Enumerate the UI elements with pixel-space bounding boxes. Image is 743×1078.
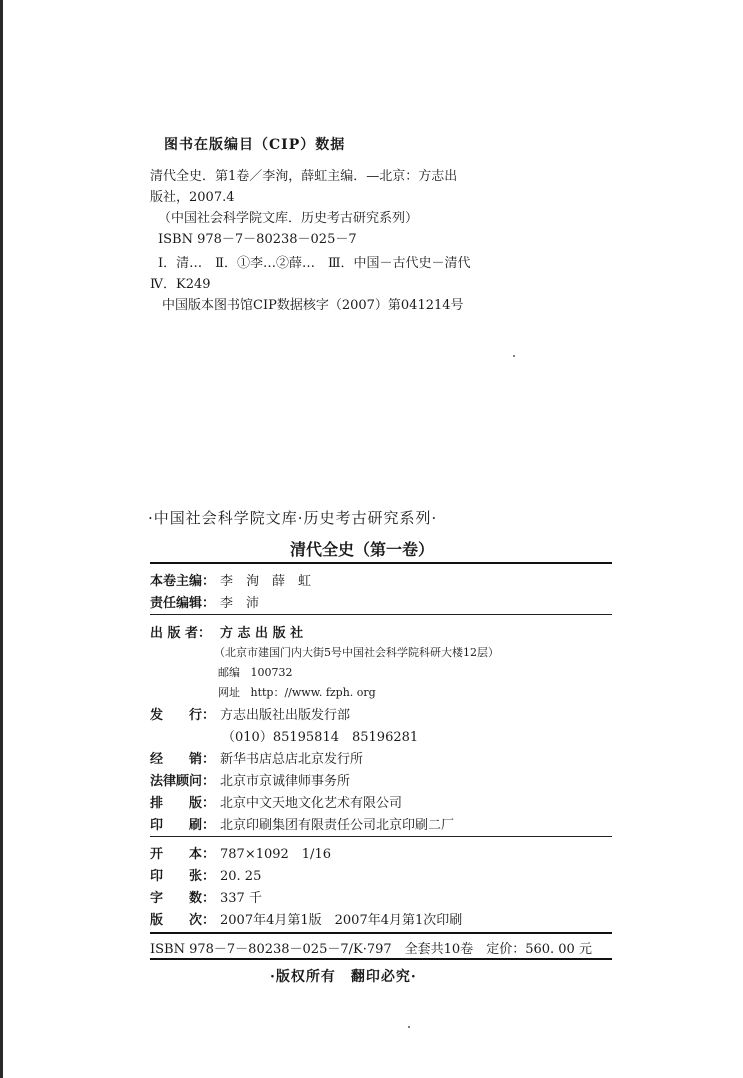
distribution-value: 方志出版社出版发行部 [220,708,351,723]
page-left-edge [0,0,3,1078]
resp-editor-value: 李 沛 [220,596,260,611]
distribution-label: 发 行： [150,708,216,723]
publisher-label: 出 版 者： [150,626,212,641]
format-label: 开 本： [150,847,216,862]
website-row [218,684,376,700]
resp-editor-row [150,592,259,611]
cip-line-1: 清代全史．第1卷／李洵，薛虹主编．—北京：方志出 [150,169,458,184]
postcode-value: 100732 [250,666,293,679]
cip-line-5: Ⅰ．清… Ⅱ．①李…②薛… Ⅲ．中国－古代史－清代 [158,256,471,271]
edition-value: 2007年4月第1版 2007年4月第1次印刷 [220,913,463,928]
cip-line-7: 中国版本图书馆CIP数据核字（2007）第041214号 [162,298,464,313]
edition-label: 版 次： [150,913,216,928]
cip-line-4: ISBN 978－7－80238－025－7 [158,232,357,247]
distribution-row [150,704,350,723]
postcode-row [218,664,293,680]
typeset-label: 排 版： [150,796,216,811]
website-label: 网址 [218,686,240,699]
typeset-value: 北京中文天地文化艺术有限公司 [220,796,403,811]
publisher-row [150,622,303,641]
sheets-label: 印 张： [150,869,216,884]
words-label: 字 数： [150,891,216,906]
book-title: 清代全史（第一卷） [290,540,435,559]
sales-label: 经 销： [150,752,216,767]
resp-editor-label: 责任编辑： [150,596,216,611]
postcode-label: 邮编 [218,666,240,679]
legal-row [150,770,350,789]
cip-title: 图书在版编目（CIP）数据 [164,137,346,153]
copyright-notice: ·版权所有 翻印必究· [270,969,417,985]
isbn-price-line: ISBN 978－7－80238－025－7/K·797 全套共10卷 定价：560. 00 元 [150,942,592,957]
printing-value: 北京印刷集团有限责任公司北京印刷二厂 [220,818,455,833]
typeset-row [150,792,402,811]
cip-line-2: 版社，2007.4 [150,190,235,205]
sales-row [150,748,363,767]
divider [150,932,612,934]
sales-value: 新华书店总店北京发行所 [220,752,364,767]
edition-row [150,909,462,928]
chief-editor-value: 李 洵 薛 虹 [220,574,312,589]
words-row [150,887,262,906]
legal-value: 北京市京诚律师事务所 [220,774,351,789]
series-title: ·中国社会科学院文库·历史考古研究系列· [148,509,438,527]
speck [408,1026,410,1028]
cip-line-3: （中国社会科学院文库．历史考古研究系列） [158,211,419,226]
sheets-row [150,865,261,884]
chief-editor-row [150,570,311,589]
chief-editor-label: 本卷主编： [150,574,216,589]
publisher-name: 方 志 出 版 社 [220,626,304,641]
format-value: 787×1092 1/16 [220,847,331,862]
speck [513,355,515,357]
sheets-value: 20. 25 [220,869,262,884]
legal-label: 法律顾问： [150,774,216,789]
printing-row [150,814,454,833]
words-value: 337 千 [220,891,262,906]
distribution-phones: （010）85195814 85196281 [222,730,419,745]
divider [150,614,612,615]
website-value: http：//www. fzph. org [250,686,376,699]
printing-label: 印 刷： [150,818,216,833]
divider [150,562,612,564]
cip-line-6: Ⅳ．K249 [150,277,211,292]
divider [150,958,612,960]
format-row [150,843,331,862]
publisher-address: （北京市建国门内大街5号中国社会科学院科研大楼12层） [214,646,499,659]
divider [150,836,612,837]
